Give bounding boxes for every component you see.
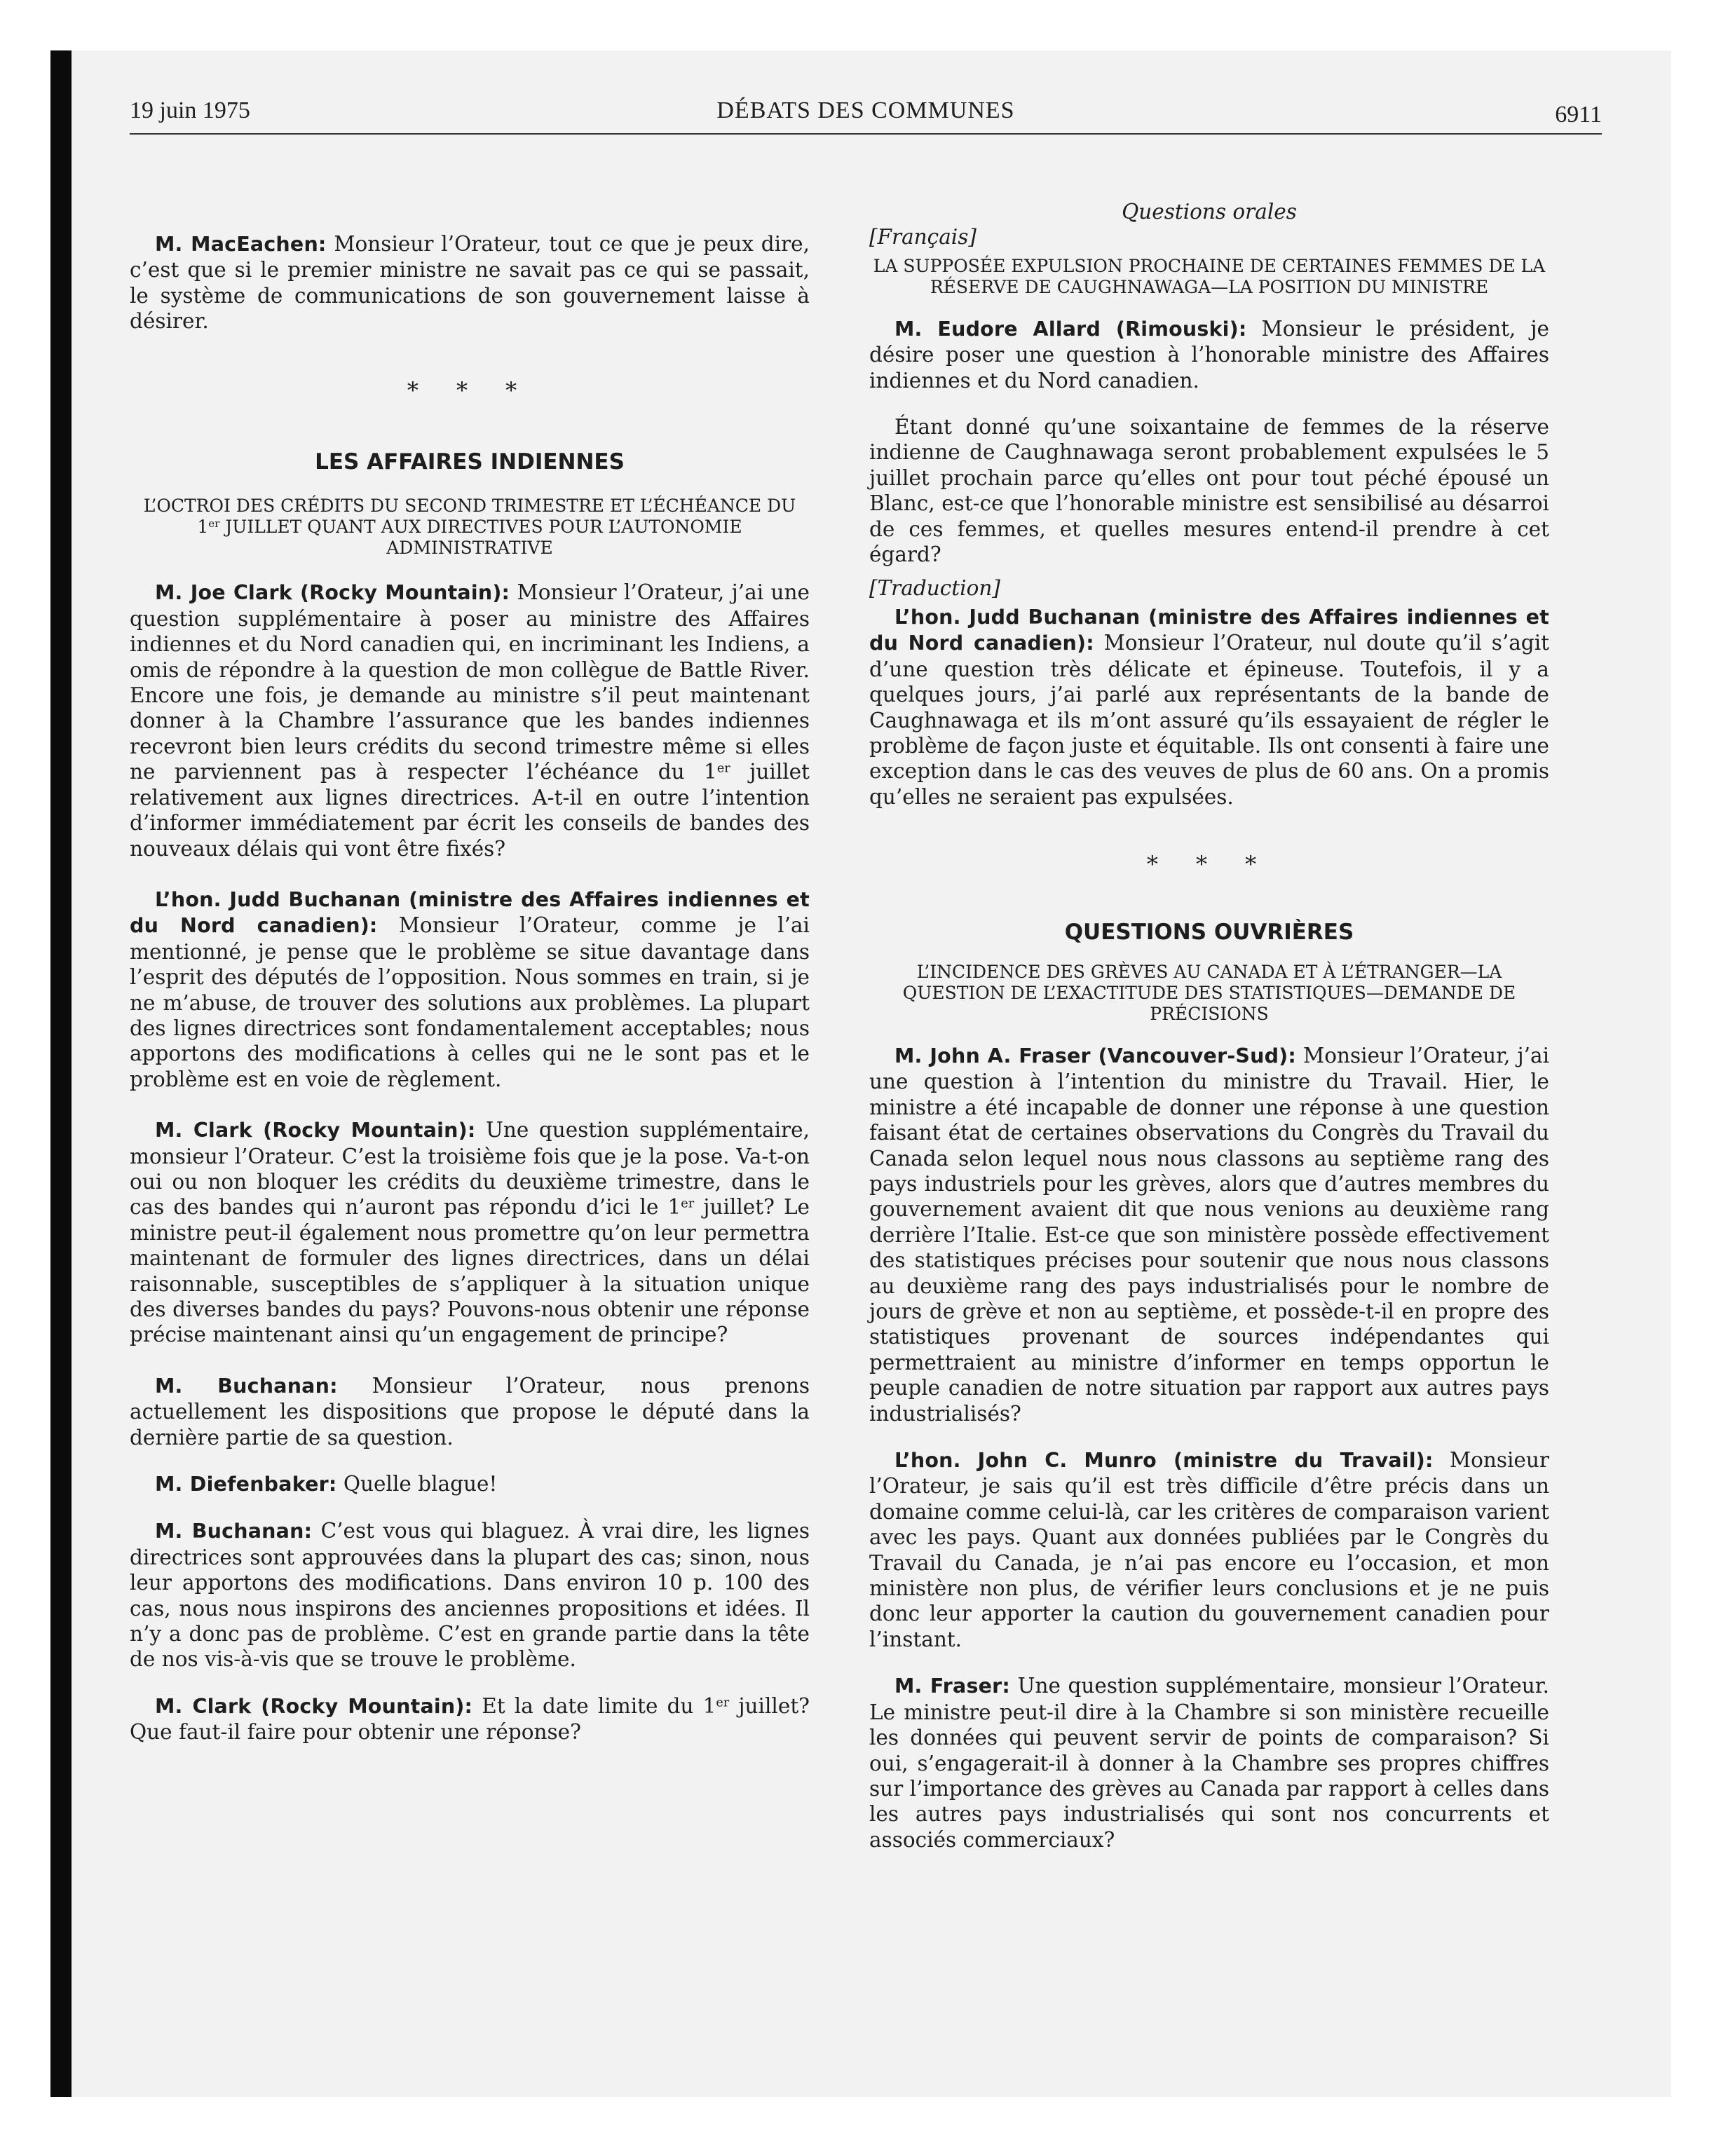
header-title: DÉBATS DES COMMUNES [716,97,1015,123]
speaker-name: M. Clark (Rocky Mountain): [155,1119,476,1142]
speaker-name: M. Diefenbaker: [155,1473,337,1496]
page-header [130,91,1602,130]
running-head: Questions orales [1122,200,1297,224]
speech-paragraph: L’hon. Judd Buchanan (ministre des Affaires indiennes et du Nord canadien): Monsieur l’Orateur, comme je l’ai mentionné, je pense que le problème se situe davantage dans l’esprit des députés de l’opposition. Nous sommes en train, si je ne m’abuse, de trouver des solutions aux problèmes. La plupart des lignes directrices sont fondamentalement acceptables; nous apportons des modifications à celles qui ne le sont pas et le problème est en voie de règlement. [130,887,810,1091]
speech-paragraph: M. Joe Clark (Rocky Mountain): Monsieur l’Orateur, j’ai une question supplémentaire à poser au ministre des Affaires indiennes et du Nord canadien qui, en incriminant les Indiens, a omis de répondre à la question de mon collègue de Battle River. Encore une fois, je demande au ministre s’il peut maintenant donner à la Chambre l’assurance que les bandes indiennes recevront bien leurs crédits du second trimestre même si elles ne parviennent pas à respecter l’échéance du 1er juillet relativement aux lignes directrices. A-t-il en outre l’intention d’informer immédiatement par écrit les conseils de bandes des nouveaux délais qui vont être fixés? [130,580,810,861]
section-title: LES AFFAIRES INDIENNES [315,449,625,475]
speaker-name: M. Clark (Rocky Mountain): [155,1694,473,1718]
header-date: 19 juin 1975 [130,97,250,123]
speech-paragraph [130,231,810,334]
speaker-name: M. Fraser: [894,1674,1011,1698]
language-tag: [Français] [869,225,977,250]
speech-paragraph: M. John A. Fraser (Vancouver-Sud): Monsieur l’Orateur, j’ai une question à l’intention du ministre du Travail. Hier, le ministre a été incapable de donner une réponse à une question faisant état de certaines observations du Congrès du Travail du Canada selon lequel nous nous classons au septième rang des pays industriels pour les grèves, alors que d’autres membres du gouvernement avaient dit que nous venions au deuxième rang derrière l’Italie. Est-ce que son ministère possède effectivement des statistiques précises pour soutenir que nous nous classons au deuxième rang des pays industrialisés pour le nombre de jours de grève et non au septième, et possède-t-il en propre des statistiques provenant de sources indépendantes qui permettraient au ministre d’informer en temps opportun le peuple canadien de notre situation par rapport aux autres pays industrialisés? [869,1043,1550,1426]
speech-paragraph: M. Clark (Rocky Mountain): Et la date limite du 1er juillet? Que faut-il faire pour obtenir une réponse? [130,1693,810,1745]
page-number: 6911 [1555,102,1602,128]
speech-text: Monsieur l’Orateur, tout ce que je peux dire, c’est que si le premier ministre ne savait pas ce qui se passait, le système de communications de son gouvernement laisse à désirer. [130,232,810,334]
right-column [869,139,1549,1853]
subheading: L’INCIDENCE DES GRÈVES AU CANADA ET À L’ÉTRANGER—LA QUESTION DE L’EXACTITUDE DES STATISTIQUES—DEMANDE DE PRÉCISIONS [902,961,1516,1024]
speaker-name: M. Eudore Allard (Rimouski): [894,317,1247,341]
speaker-name: M. John A. Fraser (Vancouver-Sud): [894,1044,1297,1067]
header-rule [130,133,1602,135]
speaker-name: L’hon. John C. Munro (ministre du Travail): [894,1449,1434,1473]
language-tag: [Traduction] [869,576,1000,601]
speaker-name: M. Buchanan: [155,1374,338,1398]
subheading: L’OCTROI DES CRÉDITS DU SECOND TRIMESTRE ET L’ÉCHÉANCE DU 1er JUILLET QUANT AUX DIRECTIVES POUR L’AUTONOMIE ADMINISTRATIVE [143,496,796,559]
speech-paragraph: M. Buchanan: Monsieur l’Orateur, nous prenons actuellement les dispositions que propose le député dans la dernière partie de sa question. [130,1373,810,1449]
left-column [130,139,810,1745]
speaker-name: M. Buchanan: [155,1520,313,1543]
subheading: LA SUPPOSÉE EXPULSION PROCHAINE DE CERTAINES FEMMES DE LA RÉSERVE DE CAUGHNAWAGA—LA POSITION DU MINISTRE [873,255,1546,297]
binding-edge [50,50,72,2097]
speaker-name: M. Joe Clark (Rocky Mountain): [155,581,510,605]
speaker-name: L’hon. Judd Buchanan (ministre des Affaires indiennes et du Nord canadien): [130,887,810,938]
speech-paragraph: M. Buchanan: C’est vous qui blaguez. À vrai dire, les lignes directrices sont approuvées dans la plupart des cas; sinon, nous leur apportons des modifications. Dans environ 10 p. 100 des cas, nous nous inspirons des anciennes propositions et idées. Il n’y a donc pas de problème. C’est en grande partie dans la tête de nos vis-à-vis que se trouve le problème. [130,1519,810,1672]
speech-paragraph: L’hon. John C. Munro (ministre du Travail): Monsieur l’Orateur, je sais qu’il est très difficile d’être précis dans un domaine comme celui-là, car les critères de comparaison varient avec les pays. Quant aux données publiées par le Congrès du Travail du Canada, je n’ai pas encore eu l’occasion, et mon ministère non plus, de vérifier leurs conclusions et je ne puis donc leur apporter la caution du gouvernement canadien pour l’instant. [869,1448,1549,1651]
speech-paragraph: Étant donné qu’une soixantaine de femmes de la réserve indienne de Caughnawaga seront probablement expulsées le 5 juillet prochain parce qu’elles ont pour tout péché épousé un Blanc, est-ce que l’honorable ministre est sensibilisé au désarroi de ces femmes, et quelles mesures entend-il prendre à cet égard? [869,415,1549,567]
section-separator: * * * [1146,851,1272,878]
speaker-name: L’hon. Judd Buchanan (ministre des Affaires indiennes et du Nord canadien): [869,605,1549,655]
speaker-name: M. MacEachen: [155,233,327,256]
speech-paragraph: M. Eudore Allard (Rimouski): Monsieur le président, je désire poser une question à l’honorable ministre des Affaires indiennes et du Nord canadien. [869,316,1549,393]
speech-paragraph: L’hon. Judd Buchanan (ministre des Affaires indiennes et du Nord canadien): Monsieur l’Orateur, nul doute qu’il s’agit d’une question très délicate et épineuse. Toutefois, il y a quelques jours, j’ai parlé aux représentants de la bande de Caughnawaga et ils m’ont assuré qu’ils essayaient de régler le problème de façon juste et équitable. Ils ont consenti à faire une exception dans le cas des veuves de plus de 60 ans. On a promis qu’elles ne seraient pas expulsées. [869,605,1549,809]
section-separator: * * * [407,376,533,404]
speech-paragraph: M. Diefenbaker: Quelle blague! [155,1472,498,1496]
speech-paragraph: M. Fraser: Une question supplémentaire, monsieur l’Orateur. Le ministre peut-il dire à la Chambre si son ministère recueille les données qui peuvent servir de points de comparaison? Si oui, s’engagerait-il à donner à la Chambre ses propres chiffres sur l’importance des grèves au Canada par rapport à celles dans les autres pays industrialisés qui sont nos concurrents et associés commerciaux? [869,1674,1549,1852]
section-title: QUESTIONS OUVRIÈRES [1064,919,1354,945]
speech-paragraph: M. Clark (Rocky Mountain): Une question supplémentaire, monsieur l’Orateur. C’est la troisième fois que je la pose. Va-t-on oui ou non bloquer les crédits du deuxième trimestre, dans le cas des bandes qui n’auront pas répondu d’ici le 1er juillet? Le ministre peut-il également nous promettre qu’on leur permettra maintenant de formuler des lignes directrices, dans un délai raisonnable, susceptibles de s’appliquer à la situation unique des diverses bandes du pays? Pouvons-nous obtenir une réponse précise maintenant ainsi qu’un engagement de principe? [130,1118,810,1347]
